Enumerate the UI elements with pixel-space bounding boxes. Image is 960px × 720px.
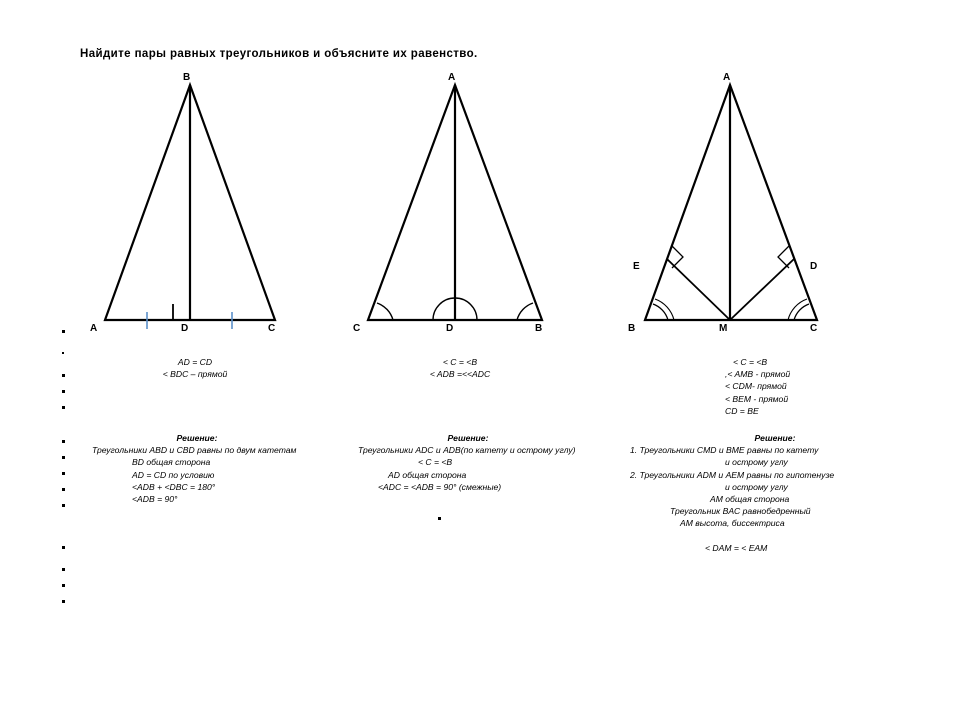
bullet-marker (62, 504, 65, 507)
bullet-marker (62, 440, 65, 443)
figure-1-given: AD = CD < BDC – прямой (162, 357, 228, 380)
figure-1-triangle (80, 72, 290, 335)
bullet-marker (62, 456, 65, 459)
vertex-label-d: D (181, 323, 189, 334)
bullet-marker (62, 352, 64, 354)
figure-2-triangle (345, 72, 555, 335)
vertex-label-d: D (446, 323, 454, 334)
bullet-marker (62, 330, 65, 333)
vertex-label-a: A (448, 72, 456, 83)
figure-1-solution: Решение: Треугольники ABD и CBD равны по двум катетам BD общая сторона AD = CD по условию <ADB + <DBC = 180° <ADB = 90° (92, 433, 297, 505)
bullet-marker (62, 568, 65, 571)
figure-3-given: < C = <B ,< AMB - прямой < CDM- прямой < BEM - прямой CD = BE (725, 357, 791, 416)
vertex-label-a: A (90, 323, 98, 334)
bullet-marker (62, 374, 65, 377)
figure-3-triangle (620, 72, 835, 335)
vertex-label-c: C (353, 323, 361, 334)
vertex-label-a: A (723, 72, 731, 83)
bullet-marker (62, 584, 65, 587)
vertex-label-b: B (183, 72, 191, 83)
bullet-marker (62, 546, 65, 549)
bullet-marker (62, 600, 65, 603)
vertex-label-e: E (633, 261, 640, 272)
figure-2-solution: Решение: Треугольники ADC и ADB(по катету и острому углу) < C = <B AD общая сторона <ADC = <ADB = 90° (смежные) (358, 433, 576, 492)
bullet-marker (62, 390, 65, 393)
bullet-marker (62, 406, 65, 409)
vertex-label-d: D (810, 261, 818, 272)
bullet-marker (438, 517, 441, 520)
figure-3-solution: Решение: 1. Треугольники CMD и BME равны по катету и острому углу 2. Треугольники ADM и AEM равны по гипотенузе и острому углу AM общая сторона Треугольник BAC равнобедренный AM высота, биссектриса < DAM = < EAM (630, 433, 835, 553)
vertex-label-b: B (628, 323, 636, 334)
vertex-label-m: M (719, 323, 728, 334)
bullet-marker (62, 488, 65, 491)
vertex-label-c: C (810, 323, 818, 334)
bullet-marker (62, 472, 65, 475)
vertex-label-b: B (535, 323, 543, 334)
page-title: Найдите пары равных треугольников и объясните их равенство. (80, 48, 478, 60)
figure-2-given: < C = <B < ADB =<<ADC (429, 357, 491, 380)
vertex-label-c: C (268, 323, 276, 334)
